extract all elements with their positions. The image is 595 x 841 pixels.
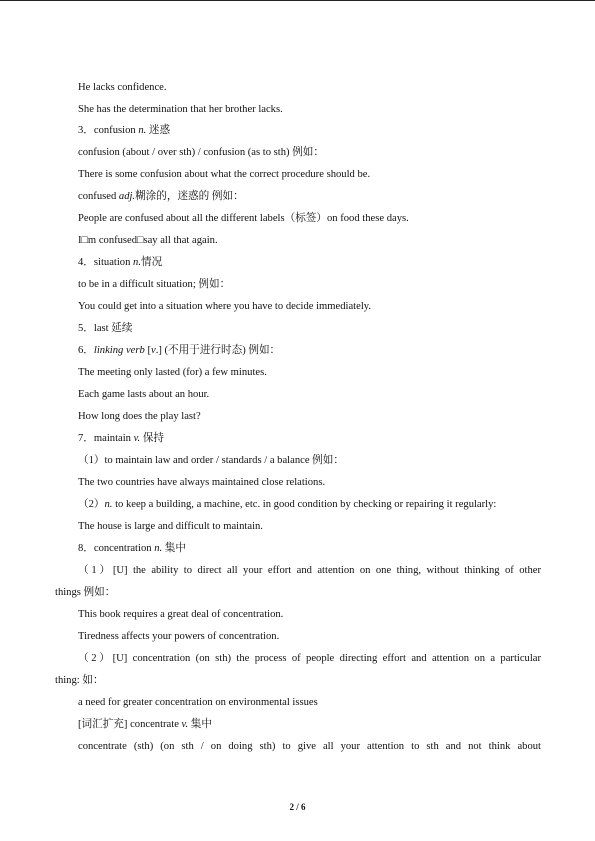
example-sentence: The meeting only lasted (for) a few minutes. bbox=[78, 367, 267, 378]
part-of-speech: n. bbox=[133, 257, 141, 268]
example-sentence: This book requires a great deal of concentration. bbox=[78, 609, 284, 620]
part-of-speech: v. bbox=[133, 433, 141, 444]
usage-pattern: confusion (about / over sth) / confusion (as to sth) 例如： bbox=[78, 147, 324, 158]
entry-word: [词汇扩充] concentrate bbox=[78, 719, 182, 730]
entry-word: 4．situation bbox=[78, 257, 134, 268]
example-sentence: The two countries have always maintained close relations. bbox=[78, 477, 326, 488]
entry-heading-situation bbox=[78, 256, 541, 270]
example-sentence: There is some confusion about what the correct procedure should be. bbox=[78, 169, 371, 180]
entry-heading-linking-verb bbox=[78, 344, 541, 358]
entry-meaning: .] (不用于进行时态) 例如： bbox=[155, 345, 281, 356]
part-of-speech: linking verb bbox=[93, 345, 145, 356]
sense-item: （2）[U] concentration (on sth) the process of people directing effort and attention on a particular bbox=[78, 653, 541, 664]
sense-number: （2） bbox=[78, 499, 105, 510]
sense-definition: to keep a building, a machine, etc. in good condition by checking or repairing it regularly: bbox=[112, 499, 497, 510]
example-sentence: She has the determination that her brother lacks. bbox=[78, 104, 283, 115]
entry-heading-confusion bbox=[78, 124, 541, 138]
entry-number: 6． bbox=[78, 345, 94, 356]
page-number: 2 / 6 bbox=[289, 802, 306, 812]
example-sentence: Each game lasts about an hour. bbox=[78, 389, 210, 400]
part-of-speech: n. bbox=[154, 543, 163, 554]
entry-heading-last: 5．last 延续 bbox=[78, 323, 133, 334]
entry-word: 3．confusion bbox=[78, 125, 139, 136]
definition-text: concentrate (sth) (on sth / on doing sth) to give all your attention to sth and not think about bbox=[78, 741, 541, 752]
vocabulary-extension bbox=[78, 718, 541, 732]
sense-item: （1）to maintain law and order / standards / a balance 例如： bbox=[78, 455, 344, 466]
part-of-speech: adj. bbox=[118, 191, 136, 202]
example-sentence: a need for greater concentration on environmental issues bbox=[78, 697, 318, 708]
part-of-speech: v bbox=[150, 345, 156, 356]
sense-item bbox=[78, 498, 541, 512]
entry-meaning: 糊涂的，迷惑的 例如： bbox=[135, 191, 244, 202]
example-sentence: People are confused about all the different labels（标签）on food these days. bbox=[78, 213, 409, 224]
example-sentence: The house is large and difficult to maintain. bbox=[78, 521, 263, 532]
entry-heading-concentration bbox=[78, 542, 541, 556]
example-sentence: He lacks confidence. bbox=[78, 82, 167, 93]
entry-heading-maintain bbox=[78, 432, 541, 446]
example-sentence: You could get into a situation where you have to decide immediately. bbox=[78, 301, 372, 312]
entry-meaning: [ bbox=[144, 345, 151, 356]
entry-meaning: 保持 bbox=[140, 433, 165, 444]
sense-item-continued: thing: 如： bbox=[55, 675, 104, 686]
sense-item-continued: things 例如： bbox=[55, 587, 116, 598]
page-top-rule bbox=[0, 0, 595, 1]
derived-word-confused bbox=[78, 190, 541, 204]
entry-meaning: 情况 bbox=[140, 257, 163, 268]
entry-word: 8．concentration bbox=[78, 543, 155, 554]
part-of-speech: v. bbox=[181, 719, 189, 730]
example-sentence: How long does the play last? bbox=[78, 411, 201, 422]
example-sentence: Tiredness affects your powers of concentration. bbox=[78, 631, 280, 642]
sense-item: （1）[U] the ability to direct all your effort and attention on one thing, without thinking of other bbox=[78, 565, 541, 576]
usage-pattern: to be in a difficult situation; 例如： bbox=[78, 279, 231, 290]
part-of-speech: n. bbox=[138, 125, 147, 136]
entry-meaning: 集中 bbox=[188, 719, 212, 730]
part-of-speech: n. bbox=[104, 499, 113, 510]
example-sentence: I□m confused□say all that again. bbox=[78, 235, 218, 246]
entry-meaning: 集中 bbox=[162, 543, 186, 554]
entry-meaning: 迷惑 bbox=[146, 125, 171, 136]
entry-word: 7．maintain bbox=[78, 433, 134, 444]
entry-word: confused bbox=[78, 191, 119, 202]
